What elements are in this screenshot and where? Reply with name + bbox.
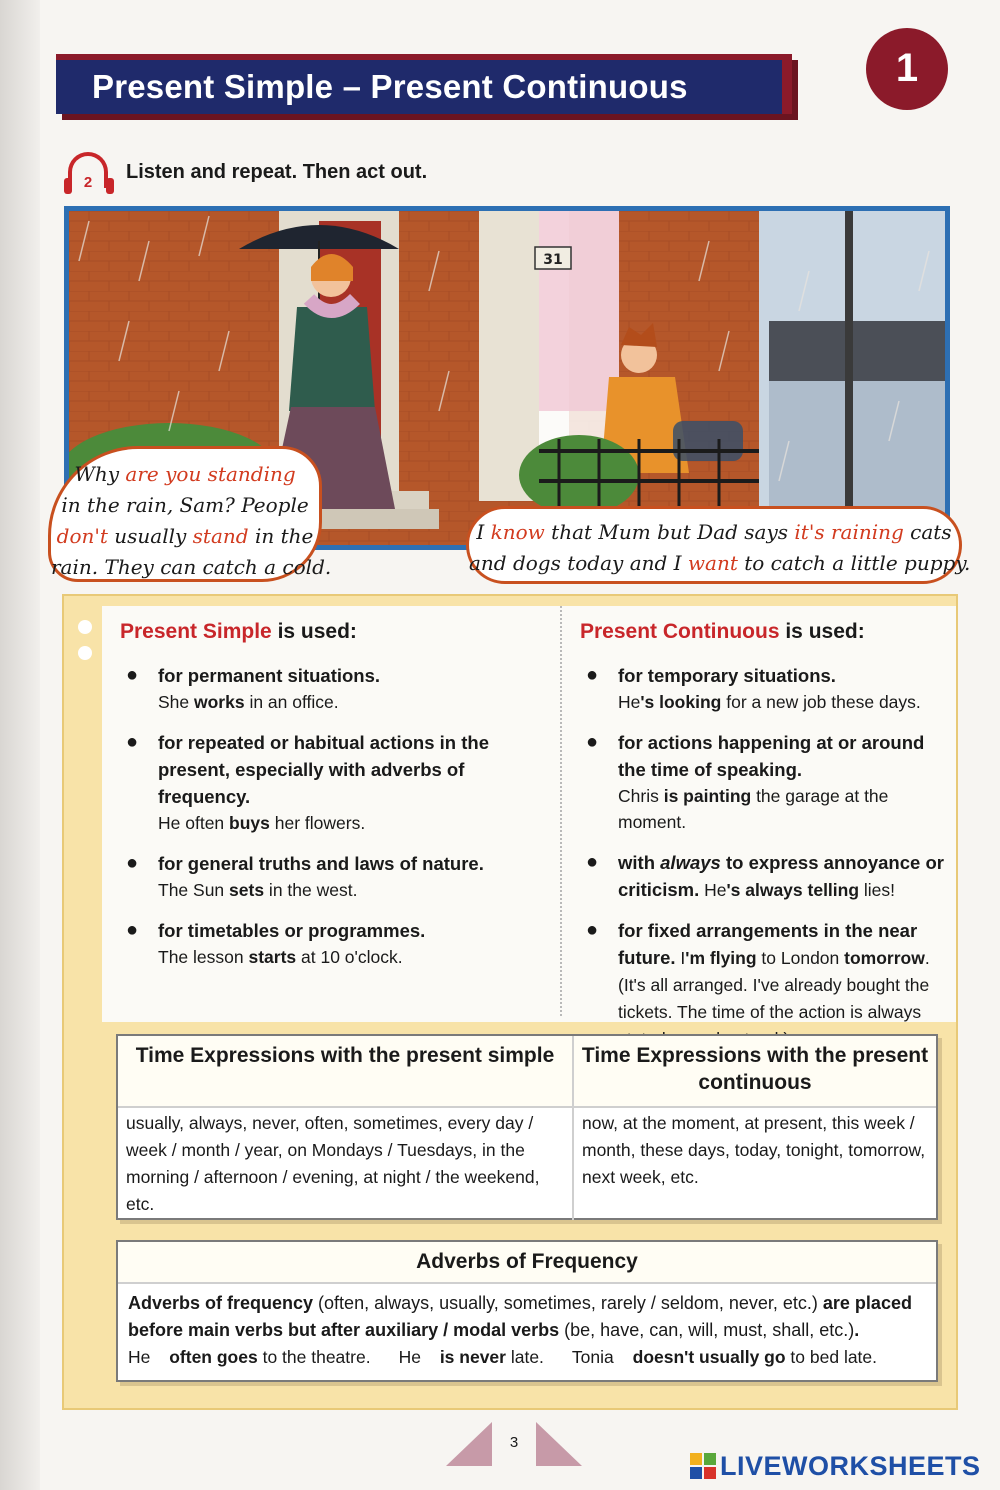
page-title: Present Simple – Present Continuous	[92, 68, 688, 105]
rule-heading: for actions happening at or around the time of speaking.	[618, 732, 925, 780]
speech-bubble-sam	[466, 506, 971, 584]
usage-panel	[102, 606, 956, 1022]
usage-rule	[120, 917, 540, 970]
rule-example: He often buys her flowers.	[158, 813, 366, 833]
bullet-icon: ●	[126, 664, 139, 686]
time-expressions-table	[116, 1034, 938, 1220]
brand-grid-icon	[690, 1453, 716, 1479]
rule-heading: for fixed arrangements in the near future.	[618, 920, 918, 968]
bullet-icon: ●	[126, 731, 139, 753]
bubble-line: don't usually stand in the	[56, 524, 314, 548]
time-expressions-continuous-list: now, at the moment, at present, this week / month, these days, today, tonight, tomorrow, next week, etc.	[582, 1113, 926, 1187]
bullet-icon: ●	[586, 919, 599, 941]
rule-example: She works in an office.	[158, 692, 339, 712]
bubble-line: Why are you standing	[74, 462, 296, 486]
brand-logo[interactable]	[690, 1448, 981, 1484]
present-continuous-rules	[580, 662, 952, 1052]
track-number: 2	[83, 174, 93, 191]
title-banner	[56, 54, 792, 114]
audio-track-icon[interactable]	[62, 150, 118, 194]
rule-heading: for timetables or programmes.	[158, 920, 426, 941]
bubble-line: and dogs today and I want to catch a little puppy.	[469, 551, 971, 575]
triangle-right-decor	[536, 1422, 582, 1466]
brand-name: LIVEWORKSHEETS	[720, 1450, 981, 1481]
present-simple-heading: Present Simple is used:	[120, 620, 357, 643]
page-edge-shadow	[0, 0, 40, 1490]
usage-rule	[580, 662, 952, 715]
adverbs-rule: Adverbs of frequency (often, always, usually, sometimes, rarely / seldom, never, etc.) are placed before main verbs but after auxiliary / modal verbs (be, have, can, will, must, shall, etc.).	[128, 1293, 912, 1340]
rule-example: Chris is painting the garage at the moment.	[618, 786, 889, 832]
adverb-example: He often goes to the theatre.	[128, 1347, 371, 1367]
house-number: 31	[543, 252, 563, 268]
bubble-line: I know that Mum but Dad says it's raining cats	[476, 520, 952, 544]
rule-example: I'm flying to London tomorrow. (It's all arranged. I've already bought the tickets. The time of the action is always	[618, 948, 930, 1022]
bullet-icon: ●	[586, 851, 599, 873]
rule-example: The Sun sets in the west.	[158, 880, 358, 900]
usage-rule	[580, 917, 952, 1052]
adverbs-title: Adverbs of Frequency	[118, 1242, 936, 1284]
bubble-line: rain. They can catch a cold.	[51, 555, 332, 579]
adverbs-examples	[128, 1344, 926, 1371]
present-continuous-heading: Present Continuous is used:	[580, 620, 865, 643]
rule-heading: with always to express annoyance or criticism.	[618, 852, 944, 900]
bullet-icon: ●	[586, 731, 599, 753]
page-number-marker	[446, 1418, 578, 1468]
instruction-row	[62, 150, 427, 194]
rule-example: He's looking for a new job these days.	[618, 692, 921, 712]
bullet-icon: ●	[586, 664, 599, 686]
bubble-line: in the rain, Sam? People	[61, 493, 309, 517]
usage-rule	[120, 729, 540, 836]
usage-rule	[580, 849, 952, 903]
rule-example: He's always telling lies!	[699, 880, 896, 900]
triangle-left-decor	[446, 1422, 492, 1466]
rule-example: The lesson starts at 10 o'clock.	[158, 947, 403, 967]
present-simple-rules	[120, 662, 540, 970]
rule-heading: for general truths and laws of nature.	[158, 853, 484, 874]
present-continuous-column	[580, 620, 952, 1066]
column-divider	[560, 606, 562, 1016]
bullet-icon: ●	[126, 852, 139, 874]
rule-heading: for temporary situations.	[618, 665, 836, 686]
rule-heading: for permanent situations.	[158, 665, 381, 686]
adverb-example: Tonia doesn't usually go to bed late.	[571, 1347, 878, 1367]
time-expressions-simple-list: usually, always, never, often, sometimes, every day / week / month / year, on Mondays / Tuesdays, in the morning / afternoon / evening, at night / the weekend, etc.	[118, 1108, 574, 1220]
instruction-text: Listen and repeat. Then act out.	[126, 160, 428, 183]
usage-rule	[120, 662, 540, 715]
rule-heading: for repeated or habitual actions in the present, especially with adverbs of frequency.	[158, 732, 489, 807]
adverbs-of-frequency-box	[116, 1240, 938, 1382]
present-simple-column	[120, 620, 540, 984]
page-number: 3	[509, 1434, 519, 1451]
unit-number-badge: 1	[866, 28, 948, 110]
time-expressions-simple-header: Time Expressions with the present simple	[118, 1036, 574, 1108]
time-expressions-continuous-header: Time Expressions with the present continuous	[574, 1036, 936, 1108]
binder-holes	[78, 620, 92, 672]
adverb-example: He is never late.	[398, 1347, 544, 1367]
usage-rule	[580, 729, 952, 835]
bullet-icon: ●	[126, 919, 139, 941]
usage-rule	[120, 850, 540, 903]
speech-bubble-mum	[48, 446, 332, 582]
